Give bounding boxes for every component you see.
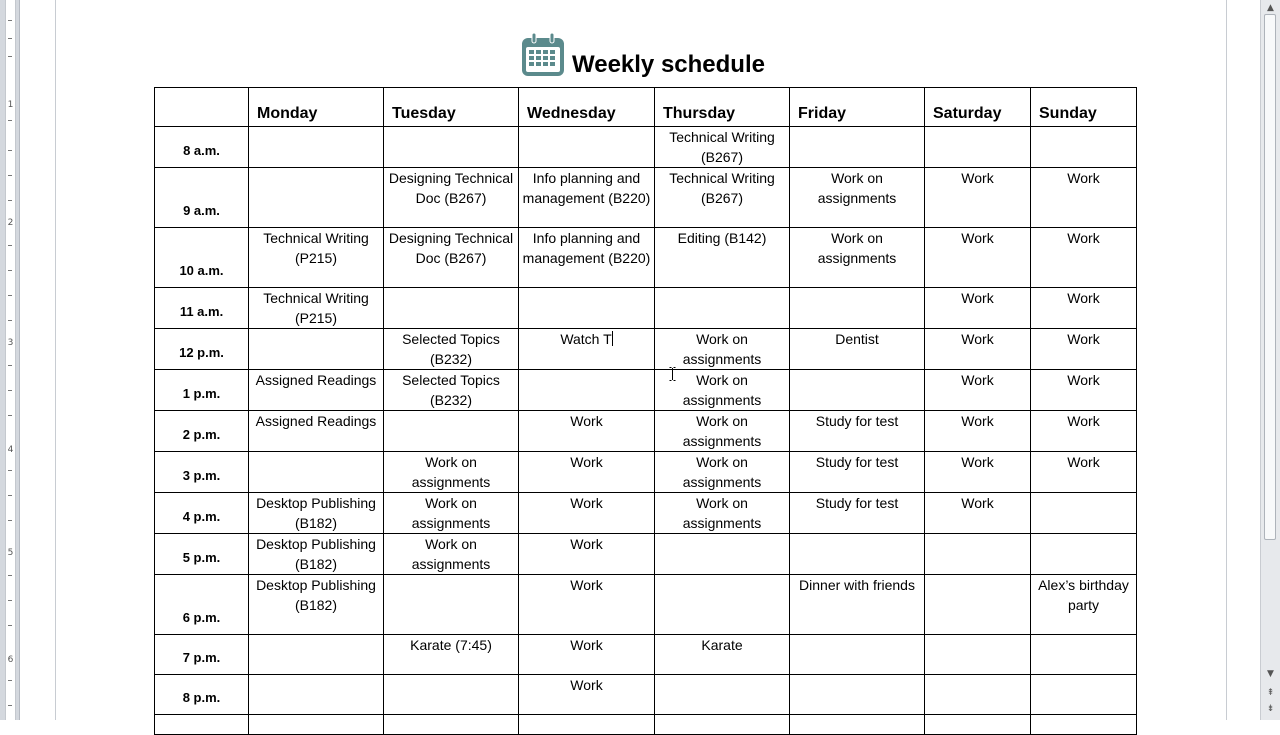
ruler-number: 5 xyxy=(7,548,14,558)
ruler-tick xyxy=(8,150,12,151)
schedule-cell[interactable] xyxy=(655,411,790,452)
cell-text: Dinner with friends xyxy=(799,577,915,593)
schedule-cell[interactable] xyxy=(655,329,790,370)
schedule-cell[interactable] xyxy=(519,168,655,228)
cell-text: Work xyxy=(1067,290,1100,306)
schedule-cell[interactable] xyxy=(1031,635,1137,675)
ruler-tick xyxy=(8,320,12,321)
ruler-number: 1 xyxy=(7,100,14,110)
header-cell[interactable]: Monday xyxy=(249,88,384,127)
schedule-cell[interactable] xyxy=(519,127,655,168)
ruler-tick xyxy=(8,245,12,246)
cell-text: Work xyxy=(1067,170,1100,186)
cell-text: Work xyxy=(570,413,603,429)
schedule-cell[interactable] xyxy=(655,127,790,168)
text-insertion-caret xyxy=(612,331,613,346)
schedule-cell[interactable] xyxy=(790,127,925,168)
schedule-cell[interactable] xyxy=(384,168,519,228)
schedule-cell[interactable] xyxy=(655,715,790,735)
ruler-number: 6 xyxy=(7,655,14,665)
cell-text: Desktop Publishing (B182) xyxy=(256,536,376,572)
table-row xyxy=(155,534,1137,575)
cell-text: Work xyxy=(961,230,994,246)
ruler-tick xyxy=(8,520,12,521)
header-cell[interactable]: Sunday xyxy=(1031,88,1137,127)
schedule-cell[interactable] xyxy=(790,635,925,675)
previous-page-icon[interactable]: ⇞ xyxy=(1266,687,1275,697)
time-cell[interactable]: 7 p.m. xyxy=(155,635,249,675)
cell-text: Work xyxy=(1067,331,1100,347)
cell-text: Editing (B142) xyxy=(677,230,767,246)
cell-text: Study for test xyxy=(815,454,899,470)
page-right-edge xyxy=(1226,0,1227,720)
schedule-cell[interactable] xyxy=(249,635,384,675)
schedule-cell[interactable] xyxy=(384,575,519,635)
time-cell[interactable]: 11 a.m. xyxy=(155,288,249,329)
header-row xyxy=(155,88,1137,127)
schedule-cell[interactable] xyxy=(925,452,1031,493)
schedule-cell[interactable] xyxy=(1031,329,1137,370)
schedule-cell[interactable] xyxy=(925,370,1031,411)
schedule-cell[interactable] xyxy=(519,715,655,735)
schedule-cell[interactable] xyxy=(519,452,655,493)
schedule-cell[interactable] xyxy=(249,411,384,452)
schedule-cell[interactable] xyxy=(925,411,1031,452)
calendar-icon xyxy=(520,32,566,78)
ruler-tick xyxy=(8,120,12,121)
schedule-cell[interactable] xyxy=(1031,575,1137,635)
ruler-tick xyxy=(8,390,12,391)
cell-text: Work xyxy=(1067,372,1100,388)
ruler-tick xyxy=(8,680,12,681)
table-row xyxy=(155,168,1137,228)
schedule-cell[interactable] xyxy=(1031,127,1137,168)
ruler-tick xyxy=(8,200,12,201)
time-cell[interactable]: 12 p.m. xyxy=(155,329,249,370)
cell-text: Work xyxy=(961,413,994,429)
table-row xyxy=(155,370,1137,411)
schedule-cell[interactable] xyxy=(790,228,925,288)
cell-text: Work xyxy=(961,495,994,511)
schedule-cell[interactable] xyxy=(655,575,790,635)
schedule-cell[interactable] xyxy=(655,228,790,288)
time-cell[interactable] xyxy=(155,715,249,735)
vertical-scrollbar[interactable] xyxy=(1260,0,1280,720)
schedule-cell[interactable] xyxy=(790,370,925,411)
table-row xyxy=(155,288,1137,329)
cell-text: Work xyxy=(961,290,994,306)
cell-text: Selected Topics (B232) xyxy=(402,372,500,408)
schedule-cell[interactable] xyxy=(249,715,384,735)
time-cell[interactable]: 3 p.m. xyxy=(155,452,249,493)
schedule-cell[interactable] xyxy=(1031,411,1137,452)
schedule-cell[interactable] xyxy=(249,534,384,575)
schedule-cell[interactable] xyxy=(655,675,790,715)
cell-text: Desktop Publishing (B182) xyxy=(256,577,376,613)
table-row xyxy=(155,575,1137,635)
cell-text: Designing Technical Doc (B267) xyxy=(388,170,514,206)
cell-text: Work on assignments xyxy=(411,495,491,531)
schedule-cell[interactable] xyxy=(1031,493,1137,534)
cell-text: Work xyxy=(570,577,603,593)
cell-text: Work xyxy=(961,170,994,186)
ruler-tick xyxy=(8,365,12,366)
time-cell[interactable]: 6 p.m. xyxy=(155,575,249,635)
cell-text: Work on assignments xyxy=(411,454,491,490)
schedule-cell[interactable] xyxy=(384,329,519,370)
schedule-cell[interactable] xyxy=(1031,168,1137,228)
schedule-cell[interactable] xyxy=(925,168,1031,228)
ruler-tick xyxy=(8,495,12,496)
table-row xyxy=(155,329,1137,370)
schedule-cell[interactable] xyxy=(925,715,1031,735)
scroll-down-arrow-icon[interactable]: ▼ xyxy=(1267,669,1274,679)
schedule-cell[interactable] xyxy=(384,452,519,493)
schedule-cell[interactable] xyxy=(790,168,925,228)
scroll-up-arrow-icon[interactable]: ▲ xyxy=(1267,3,1274,13)
schedule-cell[interactable] xyxy=(655,635,790,675)
cell-text: Info planning and management (B220) xyxy=(522,170,651,206)
cell-text: Alex’s birthday party xyxy=(1038,577,1129,613)
header-cell[interactable]: Wednesday xyxy=(519,88,655,127)
schedule-cell[interactable] xyxy=(925,329,1031,370)
schedule-cell[interactable] xyxy=(1031,675,1137,715)
schedule-cell[interactable] xyxy=(249,288,384,329)
schedule-cell[interactable] xyxy=(519,635,655,675)
cell-text: Selected Topics (B232) xyxy=(402,331,500,367)
schedule-cell[interactable] xyxy=(384,288,519,329)
schedule-cell[interactable] xyxy=(249,575,384,635)
time-cell[interactable]: 1 p.m. xyxy=(155,370,249,411)
schedule-cell[interactable] xyxy=(249,370,384,411)
table-row xyxy=(155,228,1137,288)
table-row xyxy=(155,411,1137,452)
schedule-cell[interactable] xyxy=(925,575,1031,635)
ruler-tick xyxy=(8,38,12,39)
vertical-ruler xyxy=(0,0,20,720)
time-cell[interactable]: 9 a.m. xyxy=(155,168,249,228)
schedule-cell[interactable] xyxy=(790,452,925,493)
table-row xyxy=(155,493,1137,534)
ruler-tick xyxy=(8,705,12,706)
schedule-cell[interactable] xyxy=(925,635,1031,675)
time-cell[interactable]: 8 p.m. xyxy=(155,675,249,715)
schedule-cell[interactable] xyxy=(1031,228,1137,288)
ruler-number: 2 xyxy=(7,218,14,228)
cell-text: Desktop Publishing (B182) xyxy=(256,495,376,531)
schedule-cell[interactable] xyxy=(384,127,519,168)
document-title xyxy=(520,30,765,80)
schedule-cell[interactable] xyxy=(519,534,655,575)
cell-text: Work xyxy=(570,495,603,511)
time-cell[interactable]: 10 a.m. xyxy=(155,228,249,288)
schedule-cell[interactable] xyxy=(925,127,1031,168)
cell-text: Work xyxy=(1067,413,1100,429)
ruler-tick xyxy=(8,415,12,416)
page-left-edge xyxy=(55,0,56,720)
cell-text: Work on assignments xyxy=(682,372,762,408)
schedule-cell[interactable] xyxy=(384,534,519,575)
cell-text: Work on assignments xyxy=(411,536,491,572)
time-cell[interactable]: 4 p.m. xyxy=(155,493,249,534)
header-cell[interactable]: Tuesday xyxy=(384,88,519,127)
ruler-number: 3 xyxy=(7,338,14,348)
ruler-tick xyxy=(8,20,12,21)
cell-text: Dentist xyxy=(835,331,879,347)
schedule-cell[interactable] xyxy=(790,493,925,534)
schedule-cell[interactable] xyxy=(790,411,925,452)
schedule-cell[interactable] xyxy=(790,675,925,715)
schedule-cell[interactable] xyxy=(790,715,925,735)
cell-text: Work xyxy=(570,454,603,470)
ruler-tick xyxy=(8,270,12,271)
cell-text: Work on assignments xyxy=(817,170,897,206)
schedule-cell[interactable] xyxy=(1031,370,1137,411)
cell-text: Work xyxy=(961,331,994,347)
schedule-cell[interactable] xyxy=(790,534,925,575)
schedule-cell[interactable] xyxy=(519,288,655,329)
cell-text: Info planning and management (B220) xyxy=(522,230,651,266)
schedule-cell[interactable] xyxy=(519,575,655,635)
time-cell[interactable]: 8 a.m. xyxy=(155,127,249,168)
schedule-cell[interactable] xyxy=(519,411,655,452)
table-row xyxy=(155,675,1137,715)
schedule-cell[interactable] xyxy=(519,329,655,370)
schedule-cell[interactable] xyxy=(1031,288,1137,329)
cell-text: Study for test xyxy=(815,495,899,511)
cell-text: Technical Writing (B267) xyxy=(669,170,775,206)
schedule-cell[interactable] xyxy=(925,675,1031,715)
schedule-cell[interactable] xyxy=(249,493,384,534)
header-cell[interactable] xyxy=(155,88,249,127)
header-cell[interactable]: Saturday xyxy=(925,88,1031,127)
time-cell[interactable]: 5 p.m. xyxy=(155,534,249,575)
schedule-cell[interactable] xyxy=(384,228,519,288)
cell-text: Karate (7:45) xyxy=(410,637,492,653)
ruler-tick xyxy=(8,175,12,176)
schedule-cell[interactable] xyxy=(655,493,790,534)
schedule-cell[interactable] xyxy=(925,493,1031,534)
schedule-cell[interactable] xyxy=(519,493,655,534)
schedule-cell[interactable] xyxy=(519,675,655,715)
schedule-cell[interactable] xyxy=(790,575,925,635)
cell-text: Work xyxy=(570,536,603,552)
next-page-icon[interactable]: ⇟ xyxy=(1266,703,1275,713)
schedule-cell[interactable] xyxy=(790,288,925,329)
cell-text: Work xyxy=(570,637,603,653)
schedule-cell[interactable] xyxy=(384,675,519,715)
cell-text: Technical Writing (P215) xyxy=(263,230,369,266)
schedule-cell[interactable] xyxy=(925,534,1031,575)
schedule-cell[interactable] xyxy=(925,228,1031,288)
ruler-tick xyxy=(8,600,12,601)
cell-text: Work xyxy=(1067,230,1100,246)
schedule-cell[interactable] xyxy=(655,168,790,228)
schedule-cell[interactable] xyxy=(790,329,925,370)
ruler-tick xyxy=(8,575,12,576)
scrollbar-thumb[interactable] xyxy=(1264,14,1276,540)
schedule-cell[interactable] xyxy=(655,288,790,329)
ruler-tick xyxy=(8,625,12,626)
cell-text: Designing Technical Doc (B267) xyxy=(388,230,514,266)
schedule-cell[interactable] xyxy=(384,635,519,675)
ruler-tick xyxy=(8,56,12,57)
cell-text: Watch T xyxy=(560,331,612,347)
table-row xyxy=(155,452,1137,493)
weekly-schedule-table[interactable] xyxy=(154,87,1137,735)
cell-text: Assigned Readings xyxy=(255,413,377,429)
cell-text: Work on assignments xyxy=(682,495,762,531)
text-cursor-icon xyxy=(669,367,676,381)
schedule-cell[interactable] xyxy=(249,168,384,228)
cell-text: Work xyxy=(961,372,994,388)
schedule-cell[interactable] xyxy=(249,675,384,715)
schedule-cell[interactable] xyxy=(249,452,384,493)
cell-text: Technical Writing (B267) xyxy=(669,129,775,165)
cell-text: Work on assignments xyxy=(682,413,762,449)
schedule-cell[interactable] xyxy=(1031,534,1137,575)
schedule-cell[interactable] xyxy=(655,534,790,575)
cell-text: Work xyxy=(1067,454,1100,470)
time-cell[interactable]: 2 p.m. xyxy=(155,411,249,452)
schedule-cell[interactable] xyxy=(249,127,384,168)
table-row xyxy=(155,127,1137,168)
table-row xyxy=(155,715,1137,735)
schedule-cell[interactable] xyxy=(1031,715,1137,735)
schedule-cell[interactable] xyxy=(519,370,655,411)
header-cell[interactable]: Friday xyxy=(790,88,925,127)
ruler-tick xyxy=(8,470,12,471)
schedule-cell[interactable] xyxy=(655,452,790,493)
ruler-number: 4 xyxy=(7,445,14,455)
schedule-cell[interactable] xyxy=(249,329,384,370)
schedule-cell[interactable] xyxy=(925,288,1031,329)
header-cell[interactable]: Thursday xyxy=(655,88,790,127)
schedule-cell[interactable] xyxy=(384,493,519,534)
cell-text: Work on assignments xyxy=(817,230,897,266)
cell-text: Work on assignments xyxy=(682,331,762,367)
schedule-cell[interactable] xyxy=(384,411,519,452)
cell-text: Work on assignments xyxy=(682,454,762,490)
cell-text: Work xyxy=(570,677,603,693)
table-row xyxy=(155,635,1137,675)
title-text[interactable]: Weekly schedule xyxy=(572,51,765,78)
cell-text: Karate xyxy=(701,637,743,653)
schedule-cell[interactable] xyxy=(519,228,655,288)
ruler-tick xyxy=(8,295,12,296)
schedule-cell[interactable] xyxy=(384,715,519,735)
cell-text: Work xyxy=(961,454,994,470)
cell-text: Technical Writing (P215) xyxy=(263,290,369,326)
schedule-cell[interactable] xyxy=(384,370,519,411)
schedule-cell[interactable] xyxy=(1031,452,1137,493)
cell-text: Study for test xyxy=(815,413,899,429)
cell-text: Assigned Readings xyxy=(255,372,377,388)
schedule-cell[interactable] xyxy=(249,228,384,288)
